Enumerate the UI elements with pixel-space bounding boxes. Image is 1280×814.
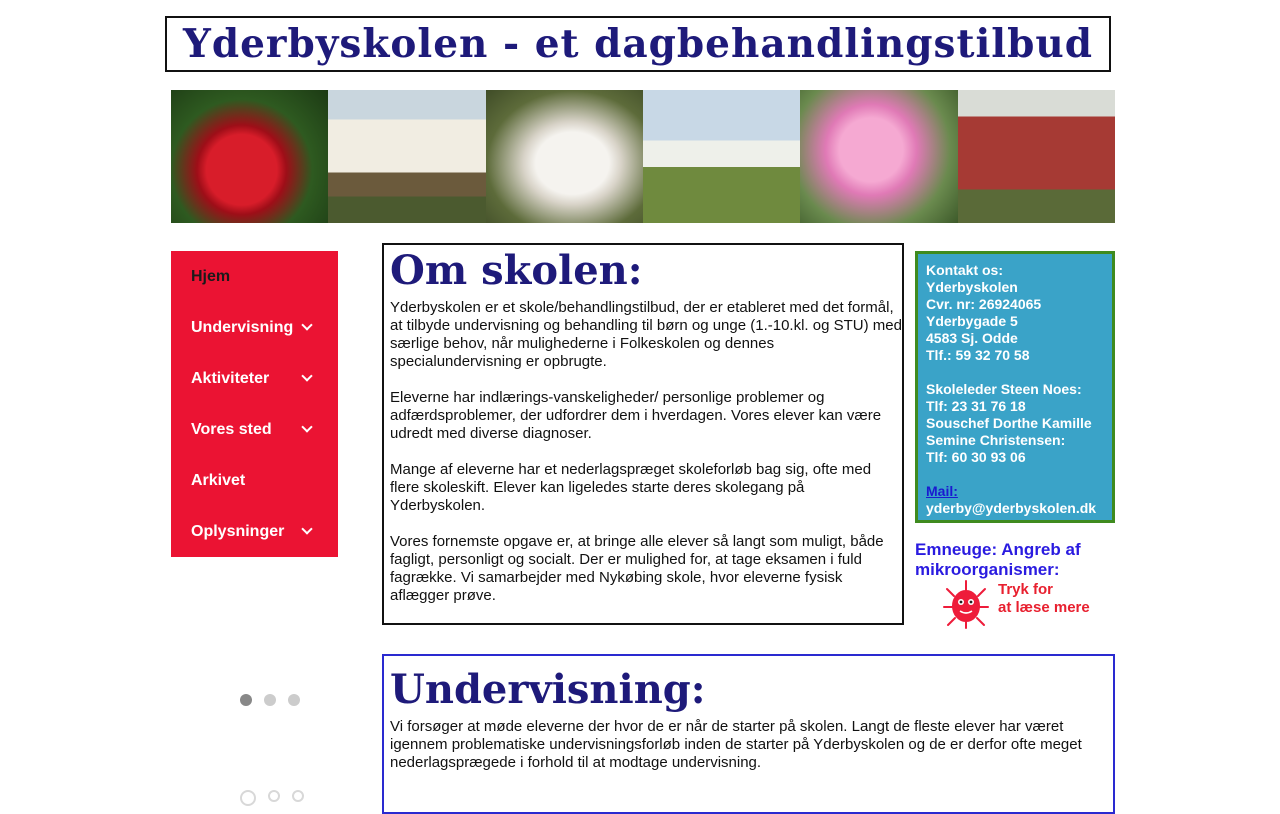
nav-item-label: Vores sted [191,420,272,438]
farm-photo [643,90,800,223]
contact-line: Tlf.: 59 32 70 58 [926,347,1030,363]
read-more-line: Tryk for [998,581,1054,598]
about-paragraph: Mange af eleverne har et nederlagspræget skoleforløb bag sig, ofte med flere skoleskift. Elever kan ligeledes starte deres skolegang på Yderbyskolen. [390,461,872,514]
spacer [926,466,1104,483]
nav-item-label: Oplysninger [191,522,285,540]
about-paragraph: Eleverne har indlærings-vanskeligheder/ personlige problemer og adfærdsproblemer, der udfordrer dem i hverdagen. Vores elever kan være udredt med diverse diagnoser. [390,389,882,442]
about-heading: Om skolen: [390,247,643,294]
spacer [926,364,1104,381]
main-nav [171,251,338,557]
about-paragraph: Yderbyskolen er et skole/behandlingstilbud, der er etableret med det formål, at tilbyde undervisning og behandling til børn og unge (1.-10.kl. og STU) med særlige behov, når mulighederne i Folkeskolen og dennes specialundervisning er opbrugte. [390,299,902,370]
house-photo [328,90,485,223]
about-section [382,243,904,625]
nav-item-arkivet[interactable] [171,455,338,506]
nav-item-label: Aktiviteter [191,369,270,387]
teaching-paragraph: Vi forsøger at møde eleverne der hvor de er når de starter på skolen. Langt de fleste elever har været igennem problematiske undervisningsforløb inden de starter på Yderbyskolen og de er derfor ofte meget nederlagsprægede i forhold til at modtage undervisning. [390,718,1082,771]
contact-line: Skoleleder Steen Noes: [926,381,1082,397]
nav-item-aktiviteter[interactable] [171,353,338,404]
nav-item-oplysninger[interactable] [171,506,338,557]
about-paragraph: Vores fornemste opgave er, at bringe alle elever så langt som muligt, både fagligt, personligt og socialt. Der er mulighed for, at tage eksamen i fuld fagrække. Vi samarbejder med Nykøbing skole, hvor eleverne fysisk aflægger prøve. [390,533,884,604]
nav-item-undervisning[interactable] [171,302,338,353]
nav-item-vores-sted[interactable] [171,404,338,455]
nav-item-label: Hjem [191,267,231,285]
contact-line: Tlf: 60 30 93 06 [926,449,1026,465]
chevron-down-icon [301,319,312,330]
slider-dot[interactable] [240,790,256,806]
slider-dot[interactable] [292,790,304,802]
slider-dot[interactable] [268,790,280,802]
nav-item-label: Arkivet [191,471,246,489]
slider-dot[interactable] [288,694,300,706]
contact-line: Yderbygade 5 [926,313,1018,329]
teaching-heading: Undervisning: [390,666,706,713]
apple-photo [171,90,328,223]
contact-line: Semine Christensen: [926,432,1066,448]
teaching-section [382,654,1115,814]
chevron-down-icon [301,370,312,381]
slider-dots [240,694,300,706]
site-title[interactable]: Yderbyskolen - et dagbehandlingstilbud [182,20,1093,67]
contact-email: yderby@yderbyskolen.dk [926,500,1097,516]
banner [171,90,1115,223]
contact-line: 4583 Sj. Odde [926,330,1018,346]
contact-line: Kontakt os: [926,262,1003,278]
slider-dot[interactable] [264,694,276,706]
read-more-line: at læse mere [998,599,1090,616]
contact-line: Tlf: 23 31 76 18 [926,398,1026,414]
nav-item-hjem[interactable] [171,251,338,302]
contact-line: Souschef Dorthe Kamille [926,415,1092,431]
contact-line: Yderbyskolen [926,279,1018,295]
goat-photo [486,90,643,223]
slider-dot[interactable] [240,694,252,706]
microbe-icon[interactable] [942,578,990,630]
slider-dots-secondary [240,790,304,806]
contact-line: Cvr. nr: 26924065 [926,296,1042,312]
chevron-down-icon [301,421,312,432]
flower-photo [800,90,957,223]
contact-box [915,251,1115,523]
chevron-down-icon [301,523,312,534]
mail-link[interactable]: Mail: [926,483,958,499]
site-header [165,16,1111,72]
playhouse-photo [958,90,1115,223]
read-more-link[interactable] [998,581,1090,617]
nav-item-label: Undervisning [191,318,294,336]
theme-week-heading: Emneuge: Angreb af mikroorganismer: [915,540,1081,579]
